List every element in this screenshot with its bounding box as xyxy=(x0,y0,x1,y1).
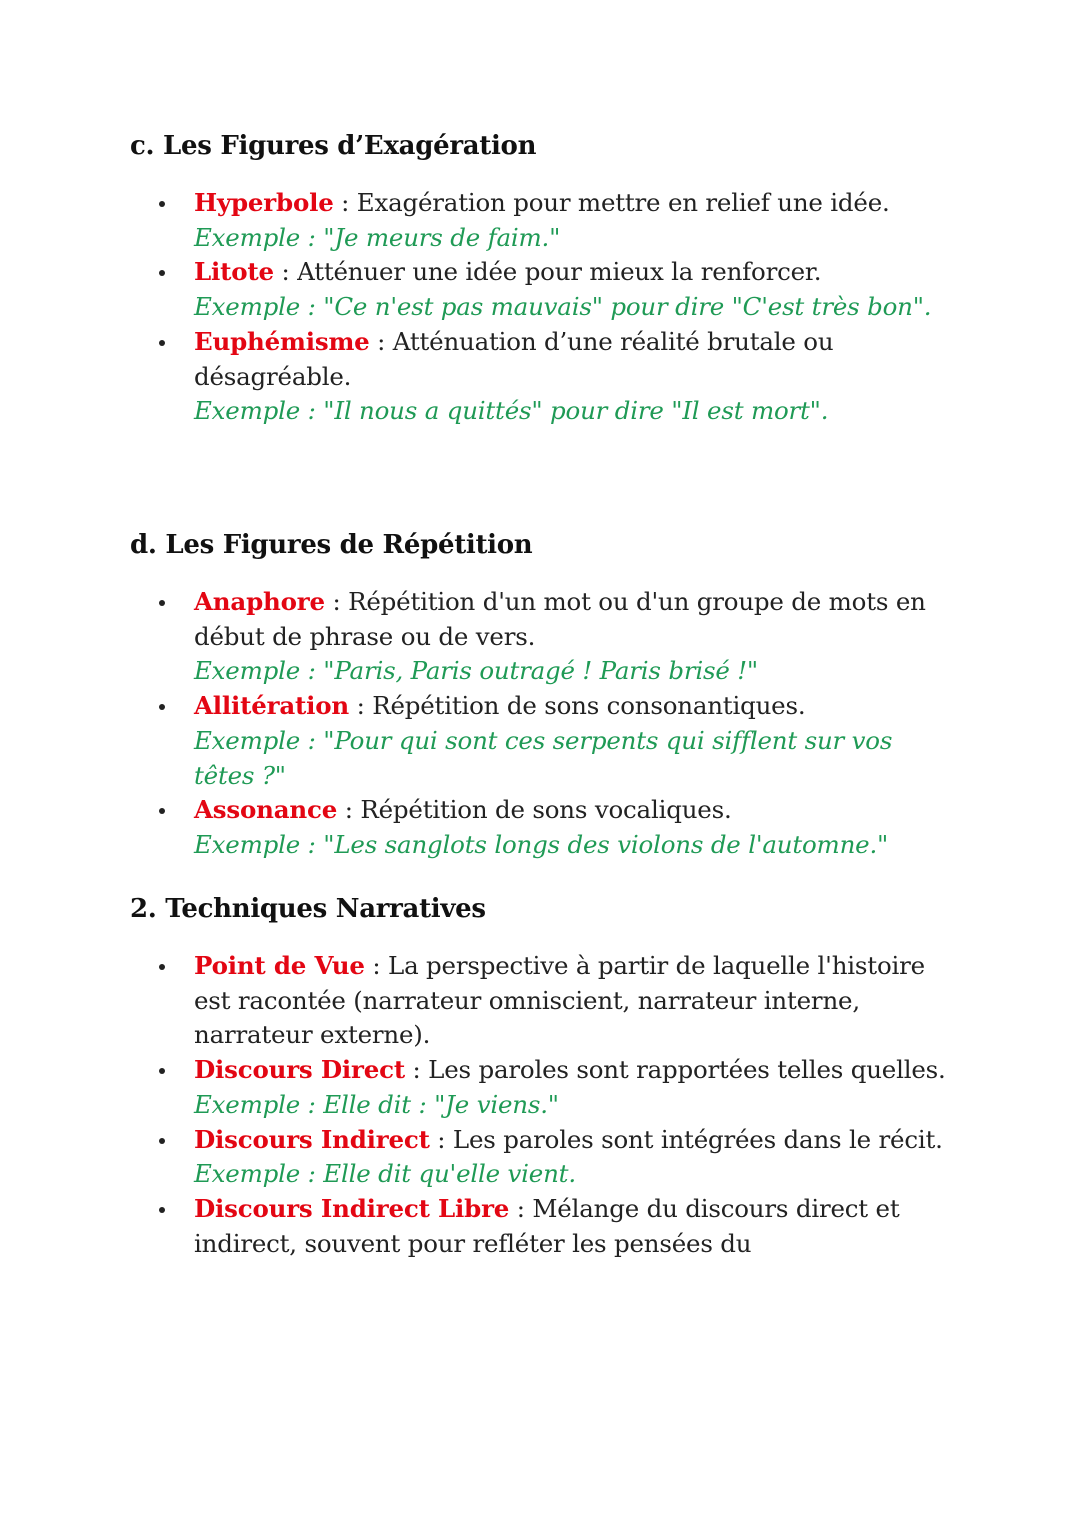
list-item xyxy=(130,1192,950,1261)
section-exaggeration xyxy=(130,128,950,429)
section-title: c. Les Figures d’Exagération xyxy=(130,131,537,161)
bullet-icon xyxy=(159,1068,165,1074)
list-item xyxy=(130,325,950,429)
figure-list xyxy=(130,585,950,863)
example: Exemple : "Pour qui sont ces serpents qui sifflent sur vos têtes ?" xyxy=(194,725,893,790)
bullet-icon xyxy=(159,340,165,346)
term: Point de Vue xyxy=(194,951,365,980)
section-repetition xyxy=(130,527,950,863)
term: Litote xyxy=(194,257,274,287)
section-narrative-techniques xyxy=(130,891,950,1261)
definition: : Les paroles sont intégrées dans le récit. xyxy=(429,1124,943,1154)
term: Discours Direct xyxy=(194,1055,405,1085)
definition: : La perspective à partir de laquelle l'histoire est racontée (narrateur omniscient, narrateur interne, narrateur externe). xyxy=(194,951,925,1050)
bullet-icon xyxy=(159,201,165,207)
example: Exemple : "Ce n'est pas mauvais" pour dire "C'est très bon". xyxy=(194,292,932,322)
term: Anaphore xyxy=(194,587,325,616)
bullet-icon xyxy=(159,1207,165,1213)
term: Discours Indirect xyxy=(194,1124,430,1154)
definition: : Atténuer une idée pour mieux la renforcer. xyxy=(273,257,822,287)
definition: : Mélange du discours direct et indirect, souvent pour refléter les pensées du xyxy=(194,1193,900,1258)
bullet-icon xyxy=(159,1138,165,1144)
list-item xyxy=(130,793,950,862)
bullet-icon xyxy=(159,600,165,606)
definition: : Les paroles sont rapportées telles quelles. xyxy=(404,1055,946,1085)
bullet-icon xyxy=(159,964,165,970)
example: Exemple : "Il nous a quittés" pour dire "Il est mort". xyxy=(194,396,829,426)
definition: : Répétition d'un mot ou d'un groupe de mots en début de phrase ou de vers. xyxy=(194,587,926,651)
list-item xyxy=(130,1053,950,1122)
example: Exemple : Elle dit : "Je viens." xyxy=(194,1089,559,1119)
term: Discours Indirect Libre xyxy=(194,1193,510,1223)
technique-list xyxy=(130,949,950,1261)
term: Assonance xyxy=(194,795,338,825)
list-item xyxy=(130,689,950,793)
example: Exemple : "Les sanglots longs des violons de l'automne." xyxy=(194,829,889,859)
figure-list xyxy=(130,186,950,429)
list-item xyxy=(130,1123,950,1192)
bullet-icon xyxy=(159,270,165,276)
term: Euphémisme xyxy=(194,326,370,356)
list-item xyxy=(130,186,950,255)
example: Exemple : Elle dit qu'elle vient. xyxy=(194,1159,576,1189)
list-item xyxy=(130,585,950,689)
section-title: d. Les Figures de Répétition xyxy=(130,530,533,560)
list-item xyxy=(130,949,950,1053)
bullet-icon xyxy=(159,704,165,710)
definition: : Répétition de sons vocaliques. xyxy=(337,795,732,825)
term: Hyperbole xyxy=(194,188,334,217)
section-title: 2. Techniques Narratives xyxy=(130,894,486,924)
example: Exemple : "Paris, Paris outragé ! Paris brisé !" xyxy=(194,656,758,686)
list-item xyxy=(130,255,950,324)
bullet-icon xyxy=(159,808,165,814)
definition: : Répétition de sons consonantiques. xyxy=(349,691,806,721)
definition: : Atténuation d’une réalité brutale ou désagréable. xyxy=(194,326,834,391)
definition: : Exagération pour mettre en relief une idée. xyxy=(333,188,890,217)
example: Exemple : "Je meurs de faim." xyxy=(194,222,561,252)
term: Allitération xyxy=(194,691,349,721)
